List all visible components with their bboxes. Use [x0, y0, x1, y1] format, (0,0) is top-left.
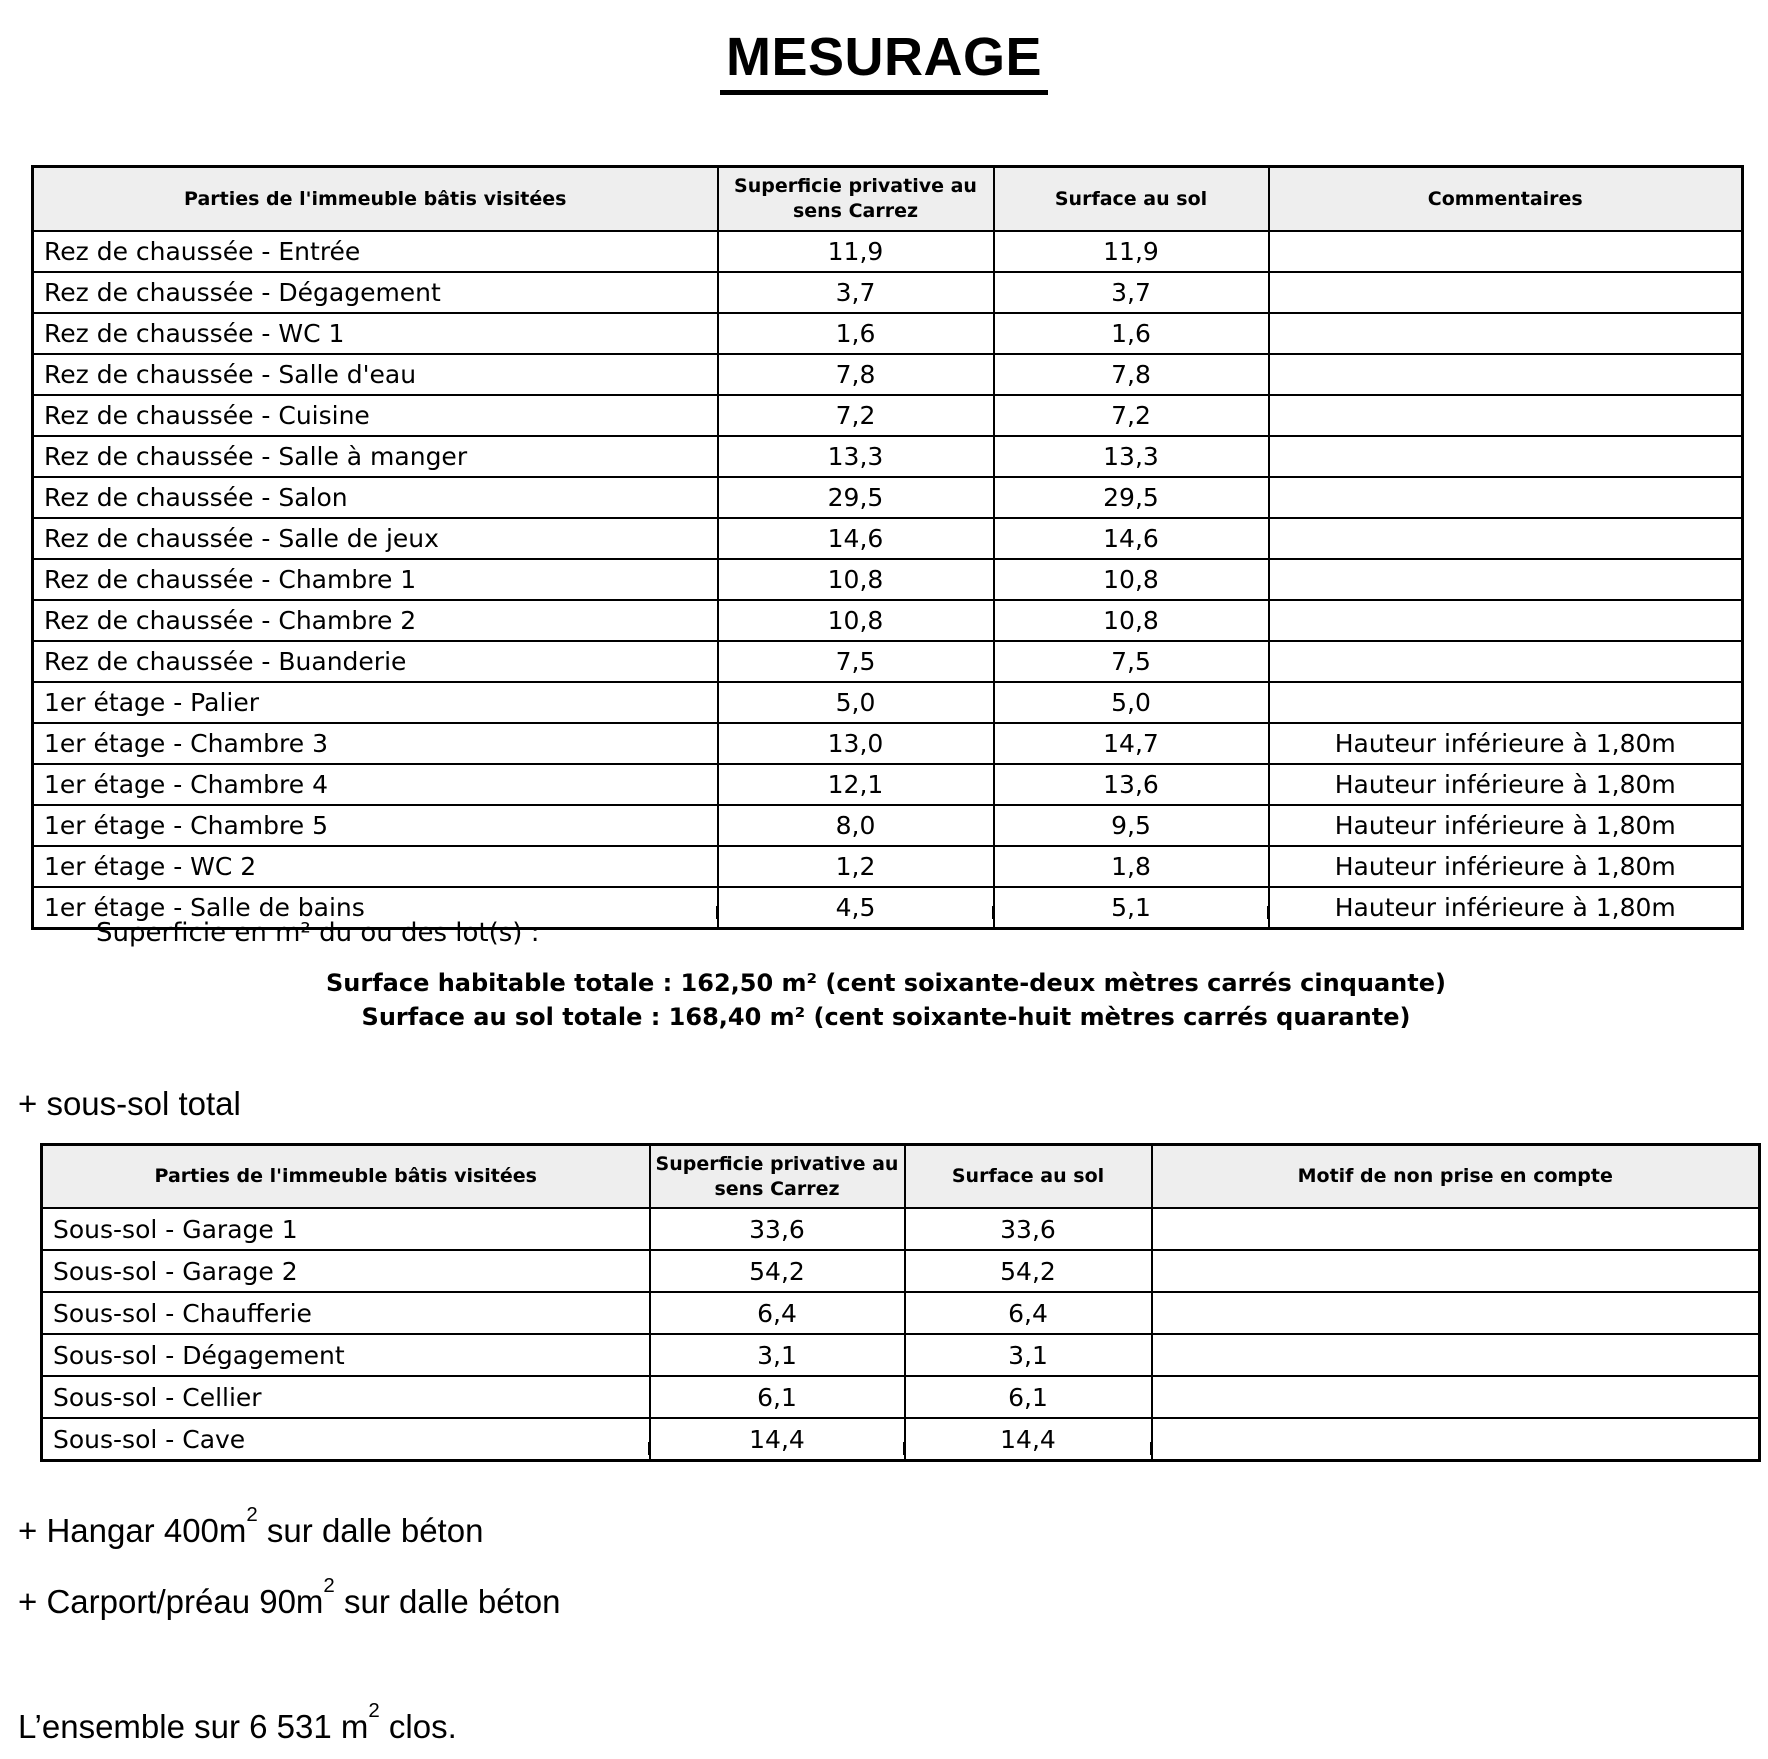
carrez-cell: 7,5	[718, 641, 994, 682]
carport-note	[18, 1573, 561, 1621]
table-row	[42, 1418, 1760, 1461]
carrez-cell: 33,6	[650, 1208, 905, 1250]
table-row	[33, 477, 1743, 518]
header-row	[33, 167, 1743, 232]
surface-cell: 29,5	[994, 477, 1269, 518]
surface-cell: 7,2	[994, 395, 1269, 436]
table-edge-stub	[1150, 1442, 1152, 1455]
surface-cell: 10,8	[994, 600, 1269, 641]
page-title: MESURAGE	[720, 28, 1048, 95]
carrez-cell: 7,8	[718, 354, 994, 395]
comment-cell: Hauteur inférieure à 1,80m	[1269, 846, 1743, 887]
surface-cell: 6,4	[905, 1292, 1152, 1334]
room-cell: Rez de chaussée - Salle de jeux	[33, 518, 718, 559]
comment-cell	[1269, 559, 1743, 600]
carrez-cell: 10,8	[718, 600, 994, 641]
room-cell: Sous-sol - Garage 1	[42, 1208, 650, 1250]
table-edge-stub	[716, 906, 718, 919]
comment-cell: Hauteur inférieure à 1,80m	[1269, 805, 1743, 846]
table-soussol-body	[42, 1208, 1760, 1461]
comment-cell: Hauteur inférieure à 1,80m	[1269, 887, 1743, 929]
table-row	[33, 518, 1743, 559]
header-surface-sol: Surface au sol	[994, 167, 1269, 232]
comment-cell	[1269, 395, 1743, 436]
header-row	[42, 1145, 1760, 1209]
surface-cell: 11,9	[994, 231, 1269, 272]
table-row	[33, 846, 1743, 887]
table-soussol-header	[42, 1145, 1760, 1209]
room-cell: Rez de chaussée - Cuisine	[33, 395, 718, 436]
ensemble-note-sup: 2	[368, 1698, 380, 1722]
table-row	[33, 682, 1743, 723]
room-cell: Rez de chaussée - Salle à manger	[33, 436, 718, 477]
table-row	[42, 1334, 1760, 1376]
surface-cell: 9,5	[994, 805, 1269, 846]
table-row	[33, 272, 1743, 313]
room-cell: Sous-sol - Cellier	[42, 1376, 650, 1418]
carport-note-suffix: sur dalle béton	[334, 1583, 561, 1620]
carrez-cell: 3,1	[650, 1334, 905, 1376]
comment-cell	[1269, 518, 1743, 559]
surface-cell: 14,7	[994, 723, 1269, 764]
table-row	[42, 1292, 1760, 1334]
hangar-note-text: + Hangar 400m	[18, 1512, 247, 1549]
carrez-cell: 13,3	[718, 436, 994, 477]
room-cell: Rez de chaussée - Buanderie	[33, 641, 718, 682]
room-cell: Sous-sol - Garage 2	[42, 1250, 650, 1292]
table-edge-stub	[1267, 906, 1269, 919]
comment-cell	[1152, 1208, 1760, 1250]
room-cell: 1er étage - Salle de bains	[33, 887, 718, 929]
surface-cell: 33,6	[905, 1208, 1152, 1250]
comment-cell	[1269, 477, 1743, 518]
surface-cell: 13,3	[994, 436, 1269, 477]
table-main-body	[33, 231, 1743, 929]
carrez-cell: 54,2	[650, 1250, 905, 1292]
comment-cell	[1269, 354, 1743, 395]
soussol-note: + sous-sol total	[18, 1085, 241, 1122]
comment-cell	[1152, 1418, 1760, 1461]
comment-cell	[1269, 436, 1743, 477]
surface-cell: 1,8	[994, 846, 1269, 887]
ensemble-note-suffix: clos.	[379, 1708, 457, 1745]
comment-cell: Hauteur inférieure à 1,80m	[1269, 723, 1743, 764]
table-row	[42, 1250, 1760, 1292]
carrez-cell: 14,4	[650, 1418, 905, 1461]
carrez-cell: 12,1	[718, 764, 994, 805]
carrez-cell: 10,8	[718, 559, 994, 600]
surface-cell: 6,1	[905, 1376, 1152, 1418]
room-cell: Sous-sol - Dégagement	[42, 1334, 650, 1376]
room-cell: Rez de chaussée - Entrée	[33, 231, 718, 272]
surface-cell: 7,5	[994, 641, 1269, 682]
carrez-cell: 6,1	[650, 1376, 905, 1418]
surface-cell: 3,7	[994, 272, 1269, 313]
table-row	[33, 764, 1743, 805]
surface-cell: 14,4	[905, 1418, 1152, 1461]
surface-cell: 3,1	[905, 1334, 1152, 1376]
room-cell: 1er étage - Chambre 5	[33, 805, 718, 846]
total-surface-sol: Surface au sol totale : 168,40 m² (cent soixante-huit mètres carrés quarante)	[361, 1003, 1411, 1032]
comment-cell	[1152, 1376, 1760, 1418]
table-edge-stub	[992, 906, 994, 919]
ensemble-note	[18, 1698, 457, 1746]
room-cell: Sous-sol - Chaufferie	[42, 1292, 650, 1334]
comment-cell	[1269, 641, 1743, 682]
measurement-table-soussol	[40, 1143, 1761, 1462]
lots-superficie-label: Superficie en m² du ou des lot(s) :	[96, 918, 540, 948]
comment-cell	[1269, 272, 1743, 313]
room-cell: Rez de chaussée - WC 1	[33, 313, 718, 354]
room-cell: Sous-sol - Cave	[42, 1418, 650, 1461]
carrez-cell: 3,7	[718, 272, 994, 313]
carrez-cell: 8,0	[718, 805, 994, 846]
comment-cell	[1152, 1334, 1760, 1376]
table-edge-stub	[903, 1442, 905, 1455]
comment-cell: Hauteur inférieure à 1,80m	[1269, 764, 1743, 805]
table-row	[42, 1376, 1760, 1418]
surface-cell: 13,6	[994, 764, 1269, 805]
room-cell: Rez de chaussée - Chambre 1	[33, 559, 718, 600]
table-row	[33, 231, 1743, 272]
room-cell: Rez de chaussée - Dégagement	[33, 272, 718, 313]
carrez-cell: 1,2	[718, 846, 994, 887]
room-cell: Rez de chaussée - Salon	[33, 477, 718, 518]
surface-cell: 7,8	[994, 354, 1269, 395]
comment-cell	[1152, 1292, 1760, 1334]
room-cell: 1er étage - Chambre 4	[33, 764, 718, 805]
comment-cell	[1269, 231, 1743, 272]
room-cell: Rez de chaussée - Salle d'eau	[33, 354, 718, 395]
carrez-cell: 13,0	[718, 723, 994, 764]
comment-cell	[1269, 682, 1743, 723]
header-parties: Parties de l'immeuble bâtis visitées	[33, 167, 718, 232]
header-superficie-carrez: Superficie privative au sens Carrez	[718, 167, 994, 232]
room-cell: 1er étage - WC 2	[33, 846, 718, 887]
totals-block	[31, 966, 1741, 1034]
table-row	[33, 354, 1743, 395]
header-superficie-carrez: Superficie privative au sens Carrez	[650, 1145, 905, 1209]
carrez-cell: 4,5	[718, 887, 994, 929]
title-container	[0, 28, 1768, 95]
comment-cell	[1269, 313, 1743, 354]
header-motif: Motif de non prise en compte	[1152, 1145, 1760, 1209]
table-row	[33, 805, 1743, 846]
ensemble-note-text: L’ensemble sur 6 531 m	[18, 1708, 369, 1745]
room-cell: 1er étage - Chambre 3	[33, 723, 718, 764]
table-row	[33, 313, 1743, 354]
hangar-note-sup: 2	[246, 1502, 258, 1526]
hangar-note	[18, 1502, 484, 1550]
carport-note-text: + Carport/préau 90m	[18, 1583, 324, 1620]
carrez-cell: 6,4	[650, 1292, 905, 1334]
surface-cell: 54,2	[905, 1250, 1152, 1292]
carrez-cell: 29,5	[718, 477, 994, 518]
surface-cell: 5,0	[994, 682, 1269, 723]
carrez-cell: 11,9	[718, 231, 994, 272]
table-row	[33, 641, 1743, 682]
surface-cell: 14,6	[994, 518, 1269, 559]
surface-cell: 5,1	[994, 887, 1269, 929]
carrez-cell: 1,6	[718, 313, 994, 354]
comment-cell	[1152, 1250, 1760, 1292]
table-edge-stub	[648, 1442, 650, 1455]
table-row	[42, 1208, 1760, 1250]
total-habitable: Surface habitable totale : 162,50 m² (cent soixante-deux mètres carrés cinquante)	[326, 969, 1446, 997]
table-main-header	[33, 167, 1743, 232]
header-commentaires: Commentaires	[1269, 167, 1743, 232]
table-row	[33, 600, 1743, 641]
table-row	[33, 395, 1743, 436]
carrez-cell: 7,2	[718, 395, 994, 436]
surface-cell: 10,8	[994, 559, 1269, 600]
header-surface-sol: Surface au sol	[905, 1145, 1152, 1209]
carrez-cell: 14,6	[718, 518, 994, 559]
comment-cell	[1269, 600, 1743, 641]
surface-cell: 1,6	[994, 313, 1269, 354]
room-cell: Rez de chaussée - Chambre 2	[33, 600, 718, 641]
room-cell: 1er étage - Palier	[33, 682, 718, 723]
table-row	[33, 559, 1743, 600]
carport-note-sup: 2	[323, 1573, 335, 1597]
measurement-table-main	[31, 165, 1744, 930]
table-row	[33, 723, 1743, 764]
hangar-note-suffix: sur dalle béton	[257, 1512, 484, 1549]
carrez-cell: 5,0	[718, 682, 994, 723]
header-parties: Parties de l'immeuble bâtis visitées	[42, 1145, 650, 1209]
table-row	[33, 436, 1743, 477]
